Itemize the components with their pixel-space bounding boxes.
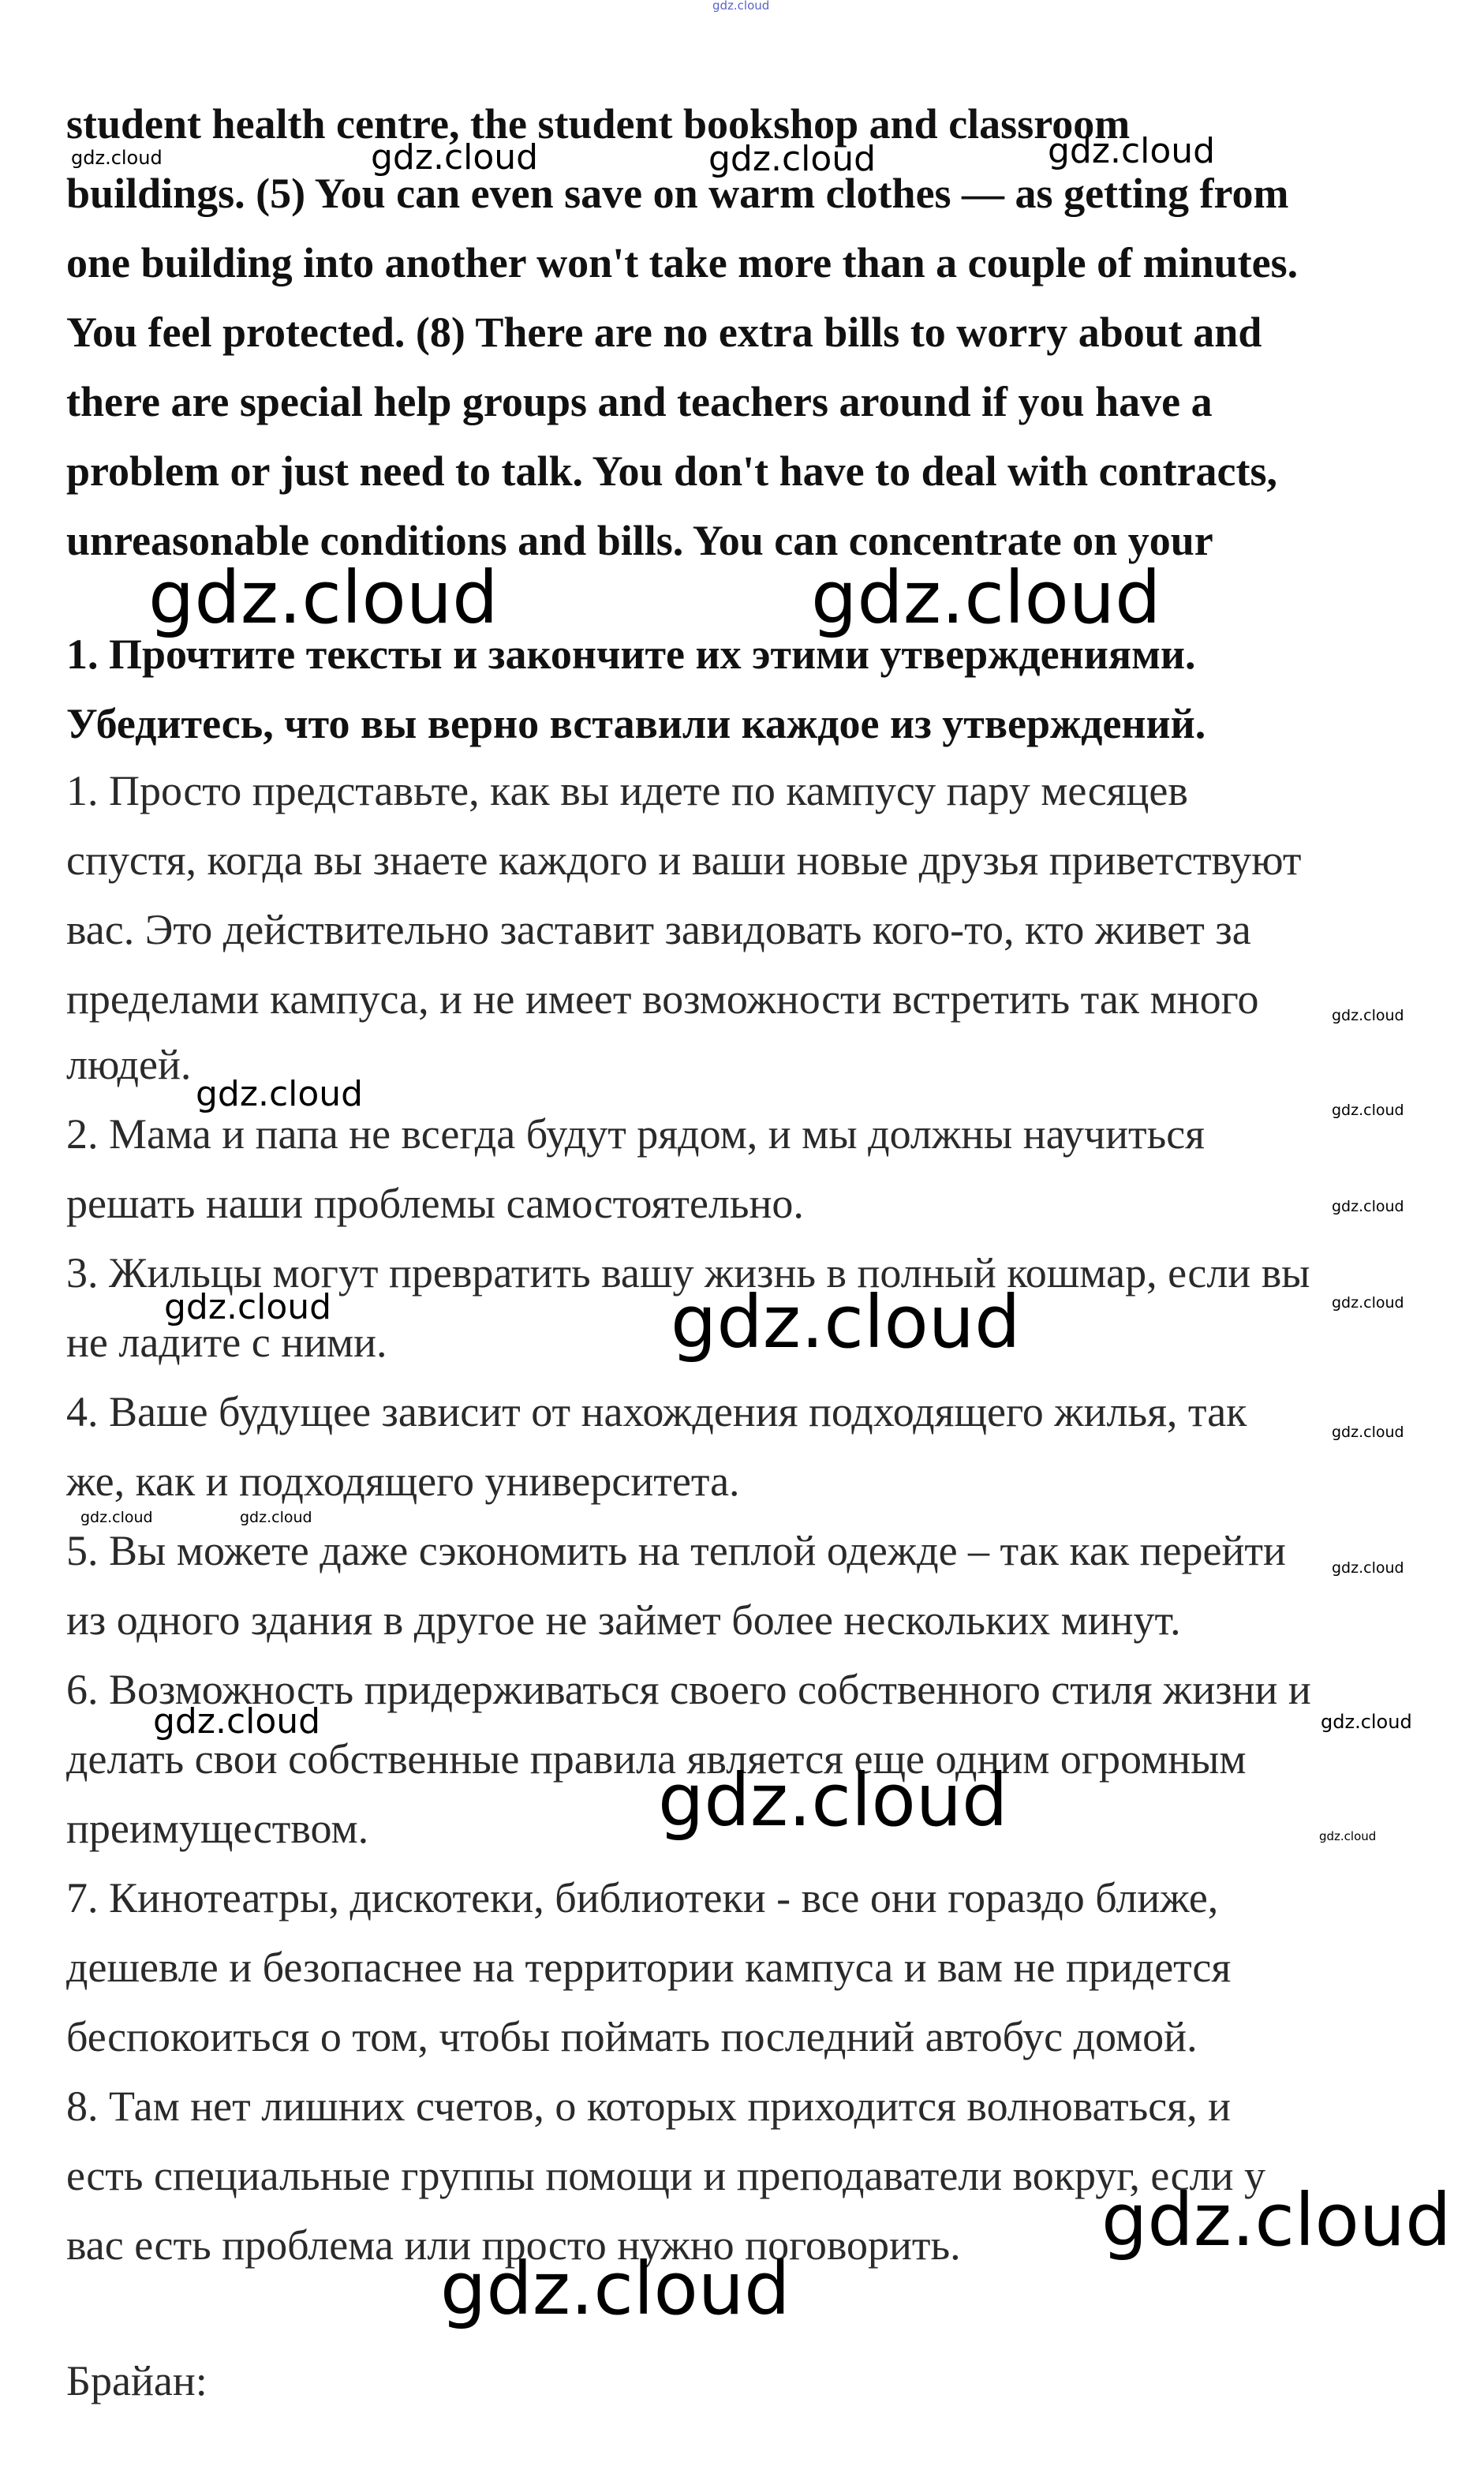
answer-line-8: 3. Жильцы могут превратить вашу жизнь в полный кошмар, если вы <box>66 1249 1310 1297</box>
answer-line-21: есть специальные группы помощи и преподаватели вокруг, если у <box>66 2152 1265 2199</box>
answer-line-20: 8. Там нет лишних счетов, о которых приходится волноваться, и <box>66 2082 1231 2130</box>
watermark: gdz.cloud <box>1332 1007 1404 1024</box>
answer-line-9: не ладите с ними. <box>66 1319 387 1366</box>
watermark: gdz.cloud <box>148 556 499 640</box>
watermark: gdz.cloud <box>164 1287 332 1327</box>
answer-line-7: решать наши проблемы самостоятельно. <box>66 1180 804 1227</box>
english-line-3: one building into another won't take more than a couple of minutes. <box>66 239 1299 286</box>
watermark-top: gdz.cloud <box>712 0 770 13</box>
footer-label: Брайан: <box>66 2357 207 2404</box>
english-line-6: problem or just need to talk. You don't have to deal with contracts, <box>66 447 1278 495</box>
watermark: gdz.cloud <box>1319 1829 1377 1843</box>
english-line-2: buildings. (5) You can even save on warm clothes — as getting from <box>66 170 1289 217</box>
watermark: gdz.cloud <box>708 139 877 179</box>
watermark: gdz.cloud <box>1332 1102 1404 1119</box>
watermark: gdz.cloud <box>1321 1711 1412 1733</box>
answer-line-13: из одного здания в другое не займет более нескольких минут. <box>66 1596 1181 1644</box>
watermark: gdz.cloud <box>1332 1559 1404 1577</box>
watermark: gdz.cloud <box>1332 1294 1404 1312</box>
answer-line-22: вас есть проблема или просто нужно поговорить. <box>66 2221 961 2269</box>
watermark: gdz.cloud <box>1332 1198 1404 1215</box>
watermark: gdz.cloud <box>811 556 1161 640</box>
watermark: gdz.cloud <box>240 1509 312 1526</box>
answer-line-4: пределами кампуса, и не имеет возможности встретить так много <box>66 975 1259 1023</box>
watermark: gdz.cloud <box>1101 2178 1452 2262</box>
watermark: gdz.cloud <box>371 137 539 178</box>
answer-line-10: 4. Ваше будущее зависит от нахождения подходящего жилья, так <box>66 1388 1247 1435</box>
english-line-5: there are special help groups and teachers around if you have a <box>66 378 1213 425</box>
answer-line-2: спустя, когда вы знаете каждого и ваши новые друзья приветствуют <box>66 836 1302 884</box>
english-line-4: You feel protected. (8) There are no extra bills to worry about and <box>66 309 1262 356</box>
watermark: gdz.cloud <box>440 2247 791 2331</box>
task-heading-line-1: 1. Прочтите тексты и закончите их этими утверждениями. <box>66 631 1196 678</box>
answer-line-14: 6. Возможность придерживаться своего собственного стиля жизни и <box>66 1666 1311 1713</box>
answer-line-15: делать свои собственные правила является еще одним огромным <box>66 1735 1247 1783</box>
watermark: gdz.cloud <box>1332 1424 1404 1441</box>
answer-line-12: 5. Вы можете даже сэкономить на теплой одежде – так как перейти <box>66 1527 1286 1574</box>
watermark: gdz.cloud <box>658 1758 1008 1843</box>
answer-line-1: 1. Просто представьте, как вы идете по кампусу пару месяцев <box>66 767 1188 814</box>
english-line-1: student health centre, the student bookshop and classroom <box>66 100 1131 148</box>
watermark: gdz.cloud <box>1048 131 1216 171</box>
answer-line-16: преимуществом. <box>66 1805 369 1852</box>
answer-line-11: же, как и подходящего университета. <box>66 1458 740 1505</box>
watermark: gdz.cloud <box>671 1280 1021 1364</box>
answer-line-5: людей. <box>66 1041 192 1088</box>
watermark: gdz.cloud <box>80 1509 153 1526</box>
answer-line-3: вас. Это действительно заставит завидовать кого-то, кто живет за <box>66 906 1251 953</box>
answer-line-19: беспокоиться о том, чтобы поймать последний автобус домой. <box>66 2013 1198 2060</box>
answer-line-18: дешевле и безопаснее на территории кампуса и вам не придется <box>66 1944 1232 1991</box>
answer-line-6: 2. Мама и папа не всегда будут рядом, и мы должны научиться <box>66 1110 1206 1158</box>
answer-line-17: 7. Кинотеатры, дискотеки, библиотеки - все они гораздо ближе, <box>66 1874 1219 1922</box>
watermark: gdz.cloud <box>71 147 163 169</box>
watermark: gdz.cloud <box>153 1701 321 1742</box>
task-heading-line-2: Убедитесь, что вы верно вставили каждое из утверждений. <box>66 700 1206 747</box>
watermark: gdz.cloud <box>196 1074 364 1114</box>
english-line-7: unreasonable conditions and bills. You can concentrate on your <box>66 517 1213 564</box>
